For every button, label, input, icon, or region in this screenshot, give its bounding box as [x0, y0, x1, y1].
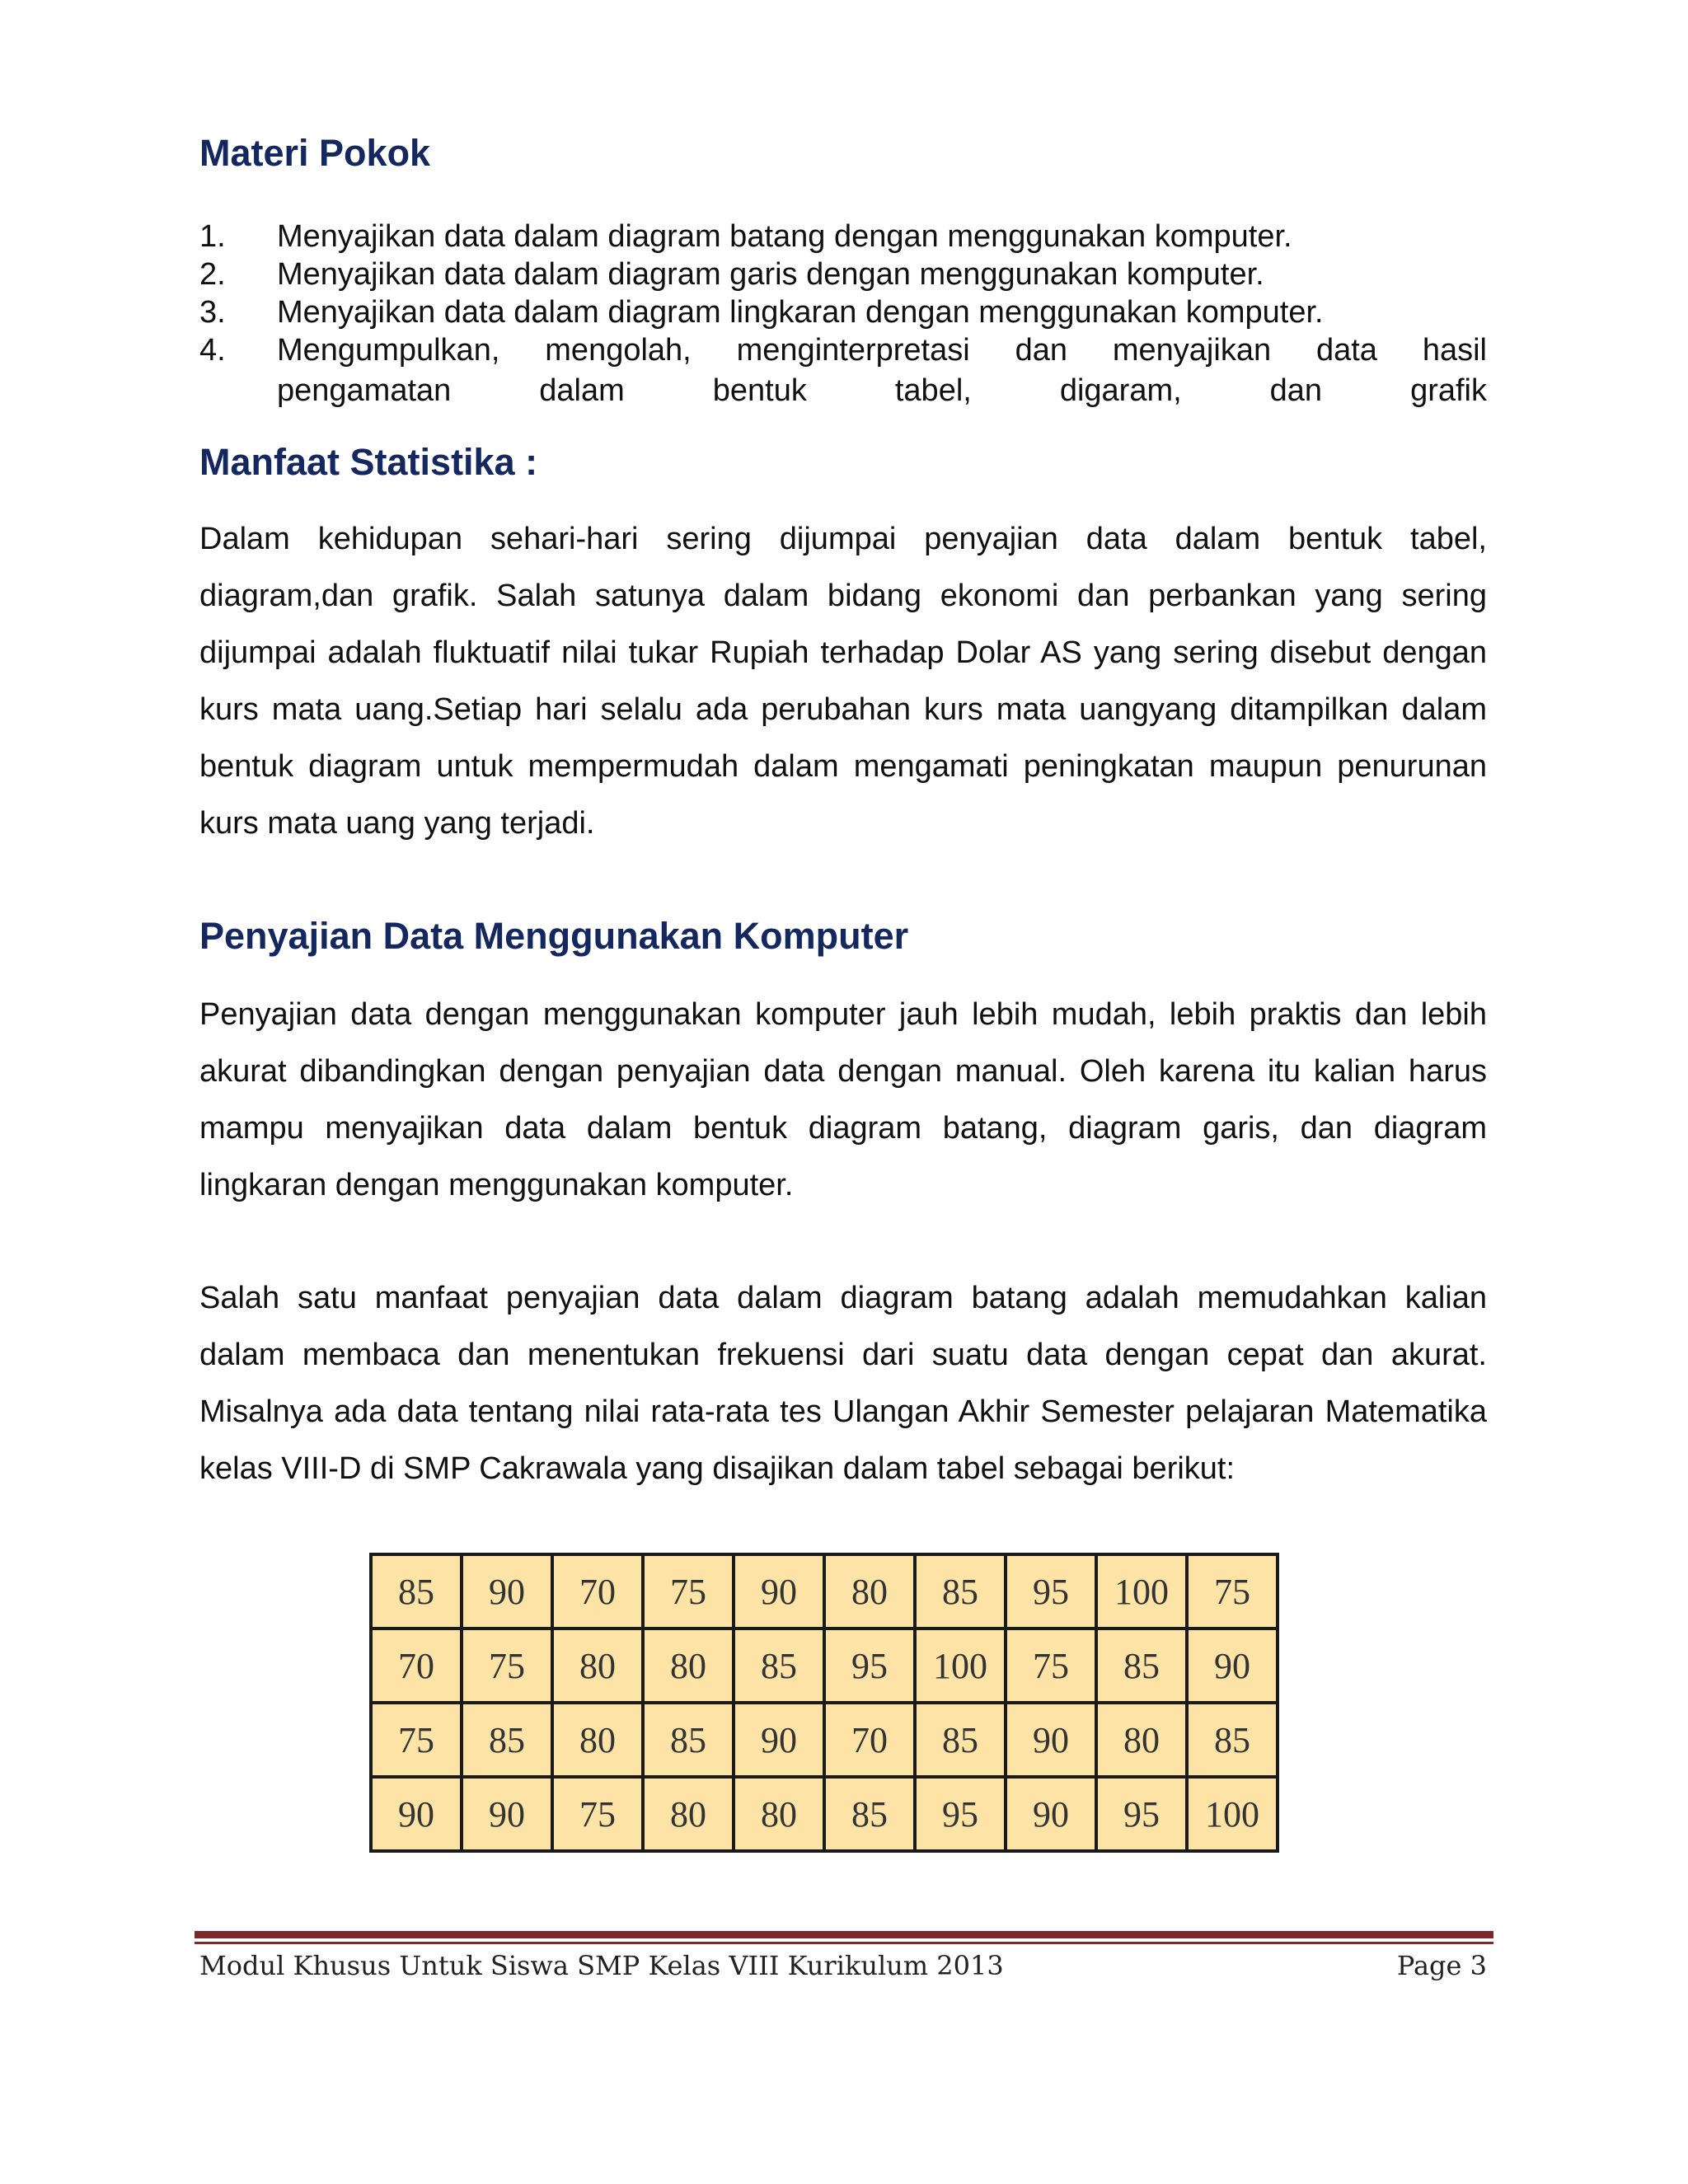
table-cell: 80	[824, 1554, 915, 1629]
table-cell: 85	[824, 1777, 915, 1851]
page-footer	[199, 1950, 1487, 1981]
table-cell: 95	[824, 1629, 915, 1703]
heading-penyajian-data: Penyajian Data Menggunakan Komputer	[199, 915, 909, 957]
table-cell: 75	[643, 1554, 734, 1629]
list-item	[199, 218, 1487, 255]
list-item	[199, 293, 1487, 331]
table-row	[371, 1703, 1278, 1777]
table-cell: 80	[552, 1703, 643, 1777]
list-item-number: 1.	[199, 219, 226, 254]
list-item-number: 3.	[199, 295, 226, 330]
table-cell: 75	[371, 1703, 462, 1777]
table-cell: 90	[1006, 1777, 1096, 1851]
list-item-number: 4.	[199, 333, 226, 368]
table-cell: 80	[734, 1777, 824, 1851]
table-cell: 100	[1096, 1554, 1187, 1629]
materi-pokok-list	[199, 218, 1487, 412]
table-cell: 85	[734, 1629, 824, 1703]
page-number: Page 3	[1396, 1950, 1487, 1981]
footer-rule-thin	[195, 1942, 1493, 1944]
table-cell: 85	[915, 1703, 1006, 1777]
table-cell: 75	[552, 1777, 643, 1851]
footer-title: Modul Khusus Untuk Siswa SMP Kelas VIII Kurikulum 2013	[199, 1950, 1004, 1981]
heading-materi-pokok: Materi Pokok	[199, 132, 431, 174]
table-cell: 80	[552, 1629, 643, 1703]
table-cell: 90	[734, 1554, 824, 1629]
table-cell: 75	[462, 1629, 552, 1703]
table-cell: 75	[1006, 1629, 1096, 1703]
score-table	[369, 1553, 1279, 1853]
table-cell: 90	[734, 1703, 824, 1777]
table-cell: 90	[1187, 1629, 1278, 1703]
penyajian-paragraph-1: Penyajian data dengan menggunakan komputer jauh lebih mudah, lebih praktis dan lebih akurat dibandingkan dengan penyajian data dengan manual. Oleh karena itu kalian harus mampu menyajikan data dalam bentuk diagram batang, diagram garis, dan diagram lingkaran dengan menggunakan komputer.	[199, 997, 1487, 1202]
list-item	[199, 255, 1487, 293]
table-cell: 95	[915, 1777, 1006, 1851]
table-cell: 85	[371, 1554, 462, 1629]
list-item-text-line2: pengamatan dalam bentuk tabel, digaram, dan grafik	[277, 373, 1487, 408]
table-cell: 100	[915, 1629, 1006, 1703]
list-item-text: Menyajikan data dalam diagram lingkaran dengan menggunakan komputer.	[277, 295, 1324, 330]
table-cell: 75	[1187, 1554, 1278, 1629]
table-cell: 85	[1096, 1629, 1187, 1703]
table-cell: 100	[1187, 1777, 1278, 1851]
table-cell: 80	[643, 1629, 734, 1703]
list-item-text: Menyajikan data dalam diagram garis dengan menggunakan komputer.	[277, 257, 1264, 292]
table-cell: 80	[1096, 1703, 1187, 1777]
table-cell: 90	[371, 1777, 462, 1851]
penyajian-paragraph-2: Salah satu manfaat penyajian data dalam diagram batang adalah memudahkan kalian dalam membaca dan menentukan frekuensi dari suatu data dengan cepat dan akurat. Misalnya ada data tentang nilai rata-rata tes Ulangan Akhir Semester pelajaran Matematika kelas VIII-D di SMP Cakrawala yang disajikan dalam tabel sebagai berikut:	[199, 1281, 1487, 1486]
list-item-number: 2.	[199, 257, 226, 292]
list-item-text: Menyajikan data dalam diagram batang dengan menggunakan komputer.	[277, 219, 1292, 254]
table-cell: 85	[915, 1554, 1006, 1629]
table-row	[371, 1629, 1278, 1703]
list-item	[199, 331, 1487, 412]
heading-manfaat-statistika: Manfaat Statistika :	[199, 441, 538, 483]
table-cell: 85	[643, 1703, 734, 1777]
table-cell: 95	[1006, 1554, 1096, 1629]
table-cell: 95	[1096, 1777, 1187, 1851]
table-cell: 90	[462, 1554, 552, 1629]
footer-rule	[195, 1931, 1493, 1938]
table-cell: 85	[462, 1703, 552, 1777]
table-cell: 90	[1006, 1703, 1096, 1777]
table-cell: 80	[643, 1777, 734, 1851]
table-cell: 70	[824, 1703, 915, 1777]
table-cell: 90	[462, 1777, 552, 1851]
table-row	[371, 1777, 1278, 1851]
list-item-text-line1: Mengumpulkan, mengolah, menginterpretasi dan menyajikan data hasil	[277, 333, 1487, 368]
table-cell: 85	[1187, 1703, 1278, 1777]
table-row	[371, 1554, 1278, 1629]
table-cell: 70	[552, 1554, 643, 1629]
manfaat-paragraph: Dalam kehidupan sehari-hari sering dijumpai penyajian data dalam bentuk tabel, diagram,dan grafik. Salah satunya dalam bidang ekonomi dan perbankan yang sering dijumpai adalah fluktuatif nilai tukar Rupiah terhadap Dolar AS yang sering disebut dengan kurs mata uang.Setiap hari selalu ada perubahan kurs mata uangyang ditampilkan dalam bentuk diagram untuk mempermudah dalam mengamati peningkatan maupun penurunan kurs mata uang yang terjadi.	[199, 522, 1487, 841]
table-cell: 70	[371, 1629, 462, 1703]
list-item-text	[277, 331, 1487, 412]
